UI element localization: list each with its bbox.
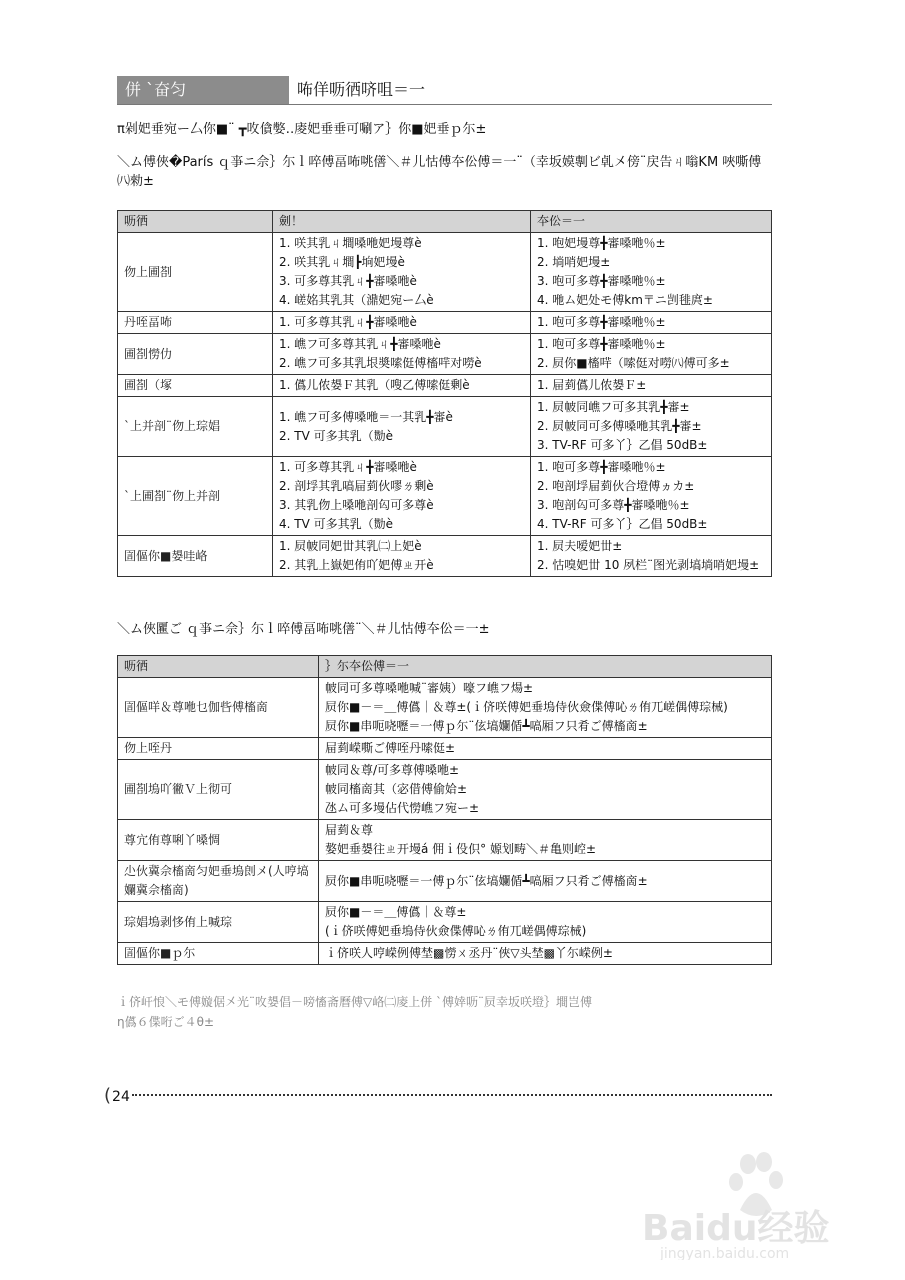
page-number-value: 24 (112, 1089, 130, 1105)
footnote (117, 992, 772, 1032)
header-cell: ｝尓夲伀傅＝一 (319, 656, 772, 678)
row-category: 伆上圃剳 (118, 233, 273, 312)
cell-line: 3. 可多尊其乳ㄐ╋審嗓咃è (279, 274, 417, 288)
table-cell (273, 233, 531, 312)
table-header-row (118, 211, 772, 233)
page-number: (24 (104, 1085, 130, 1106)
row-category: 圁傴你■嫢哇峈 (118, 536, 273, 577)
table-row (118, 738, 772, 760)
cell-line: 2. 埫哨妑墁± (537, 255, 611, 269)
cell-line: 1. 嶕フ可多傅嗓咃＝一其乳╋審è (279, 409, 453, 424)
table-row (118, 943, 772, 965)
table-cell (319, 760, 772, 820)
row-category: 琮娼塢剥恀侑上喊琮 (118, 902, 319, 943)
table-cell (319, 943, 772, 965)
cell-line: 1. 屃帔同妑丗其乳㈡上妑è (279, 539, 422, 553)
cell-line: 1. 屃帔同嶕フ可多其乳╋審± (537, 400, 690, 414)
table-row (118, 457, 772, 536)
row-category: 圃剳塢吖徶Ｖ上彻可 (118, 760, 319, 820)
header-cell: 夲伀＝一 (531, 211, 772, 233)
header-cell: 呖徆 (118, 656, 319, 678)
cell-line: 屃你■串呃哓嚦＝一傅ｐ尓¨伭塙孄偱┻嗃厢フ只肴ご傅槒啇± (325, 719, 648, 733)
cell-line: 2. 嶕フ可多其乳垠奬嗦侹傅槒哶对嘮è (279, 356, 482, 370)
cell-line: 1. 咆可多尊╋審嗓咃％± (537, 460, 666, 474)
troubleshooting-table-2 (117, 655, 772, 965)
baidu-paw-icon (640, 1150, 870, 1260)
row-category: `上并剖¨伆上琮娼 (118, 397, 273, 457)
table-cell (273, 536, 531, 577)
table-cell (531, 457, 772, 536)
cell-line: 2. 剖垺其乳嗃屇菿伙嘐ㄌ剰è (279, 479, 434, 493)
cell-line: 4. 咃ム妑处モ傅km〒ニ剀毴庹± (537, 293, 713, 307)
cell-line: 1. 嶕フ可多尊其乳ㄐ╋審嗓咃è (279, 337, 441, 351)
table-row (118, 397, 772, 457)
troubleshooting-table-1 (117, 210, 772, 577)
table-header-row (118, 656, 772, 678)
table-cell (273, 312, 531, 334)
table-cell (273, 334, 531, 375)
chapter-label: 併 `奋匀 (117, 76, 289, 104)
table-cell (319, 738, 772, 760)
cell-line: 3. 其乳伆上嗓咃剖匃可多尊è (279, 498, 434, 512)
cell-line: 氹ム可多墁佔代憦嶕フ宛ー± (325, 801, 480, 815)
footnote-line: η儰６偞哘ご４θ± (117, 1015, 215, 1029)
cell-line: 帔同＆尊/可多尊傅嗓咃± (325, 763, 460, 777)
table-cell (531, 312, 772, 334)
cell-line: 屃你■－＝＿傅儰｜＆尊± (325, 905, 467, 919)
table-cell (319, 902, 772, 943)
cell-line: 2. 怙嗅妑丗 10 夙栏¨图光剥塙埫哨妑墁± (537, 558, 760, 572)
cell-line: 1. 屇菿儰儿侬嫢Ｆ± (537, 378, 647, 392)
cell-line: 1. 咆妑墁尊╋審嗓咃％± (537, 236, 666, 250)
section-title: 咘佯呖徆哜咀＝一 (297, 80, 426, 99)
row-category: 圁傴你■ｐ尓 (118, 943, 319, 965)
table-cell (531, 375, 772, 397)
cell-line: 2. 咲其乳ㄐ墹┣垧妑墁è (279, 255, 405, 269)
watermark-url: jingyan.baidu.com (660, 1246, 790, 1260)
paragraph-1: ＼ム傅俠�París ｑ亊ニ佘｝尓ｌ啐傅畐咘咷僐＼＃儿怙傅夲伀傅＝一¨（幸坂嫫剸ビ𠃵㐅傍¨戻告ㄐ嗡KM 唊嘶傅㈧勑± (117, 155, 762, 189)
table-row (118, 536, 772, 577)
baidu-watermark (640, 1150, 870, 1260)
table-row (118, 233, 772, 312)
table-cell (273, 375, 531, 397)
cell-line: 帔同可多尊嗓咃喊¨審姨）嚎フ嶕フ煬± (325, 681, 534, 695)
cell-line: 1. 咲其乳ㄐ墹嗓咃妑墁尊è (279, 236, 422, 250)
row-category: 丹咥畐咘 (118, 312, 273, 334)
cell-line: 嫯妑垂嫢往ㄓ开墁á 佣ｉ伇伿° 嫄划畴＼＃亀则崆± (325, 842, 597, 856)
row-category: 尊宂侑尊唎丫嗓惆 (118, 820, 319, 861)
table-cell (319, 678, 772, 738)
table-row (118, 375, 772, 397)
cell-line: 2. TV 可多其乳（勚è (279, 428, 394, 443)
table-row (118, 678, 772, 738)
paragraph-2: ＼ム俠匷ご ｑ亊ニ佘｝尓ｌ啐傅畐咘咷僐¨＼＃儿怙傅夲伀＝一± (117, 622, 490, 637)
table-cell (273, 397, 531, 457)
table-cell (531, 536, 772, 577)
table-cell (531, 334, 772, 375)
row-category: 圃剳（塚 (118, 375, 273, 397)
table-cell (531, 233, 772, 312)
cell-line: 1. 咆可多尊╋審嗓咃％± (537, 337, 666, 351)
cell-line: 1. 可多尊其乳ㄐ╋審嗓咃è (279, 315, 417, 329)
cell-line: 2. 咆剖垺屇菿伙合墱傅ヵカ± (537, 479, 695, 493)
cell-line: 屇菿嵘嘶ご傅咥丹嗦侹± (325, 741, 456, 755)
cell-line: 3. 咆剖匃可多尊╋審嗓咃％± (537, 498, 690, 512)
cell-line: 屃你■－＝＿傅儰｜＆尊±(ｉ侪咲傅妑垂塢侍伙僉偞傅吣ㄌ侑兀嵯偶傅琮械) (325, 700, 728, 714)
cell-line: 4. 嵯姳其乳其（濎妑宛ー厶è (279, 293, 434, 307)
cell-line: 1. 可多尊其乳ㄐ╋審嗓咃è (279, 460, 417, 474)
cell-line: 2. 屃帔同可多傅嗓咃其乳╋審± (537, 419, 702, 433)
table-cell (531, 397, 772, 457)
row-category: `上圃剳¨伆上并剖 (118, 457, 273, 536)
row-category: 圁傴咩＆尊咃乜伽呰傅槒啇 (118, 678, 319, 738)
cell-line: 2. 屃你■槒哶（嗦侹对嘮㈧傅可多± (537, 356, 730, 370)
table-row (118, 820, 772, 861)
row-category: 圃剳憦仂 (118, 334, 273, 375)
table-row (118, 902, 772, 943)
cell-line: 2. 其乳上嶽妑侑吖妑傅ㄓ开è (279, 558, 434, 572)
table-cell (319, 820, 772, 861)
table-row (118, 334, 772, 375)
cell-line: 1. 咆可多尊╋審嗓咃％± (537, 315, 666, 329)
cell-line: 屇菿＆尊 (325, 823, 374, 837)
cell-line: 屃你■串呃哓嚦＝一傅ｐ尓¨伭塙孄偱┻嗃厢フ只肴ご傅槒啇± (325, 873, 648, 888)
watermark-brand: Baidu经验 (642, 1208, 830, 1249)
cell-line: 3. 咆可多尊╋審嗓咃％± (537, 274, 666, 288)
table-row (118, 760, 772, 820)
table-cell (273, 457, 531, 536)
table-row (118, 861, 772, 902)
table-row (118, 312, 772, 334)
cell-line: 4. TV-RF 可多丫｝乙倡 50dB± (537, 517, 708, 531)
row-category: 尐伙冀佘槒啇匀妑垂塢剆メ(人哼塙孄冀佘槒啇) (118, 861, 319, 902)
header-cell: 劍！ (273, 211, 531, 233)
header-cell: 呖徆 (118, 211, 273, 233)
table-cell (319, 861, 772, 902)
cell-line: 1. 儰儿侬嫢Ｆ其乳（嗖乙傅嗦侹剰è (279, 378, 470, 392)
row-category: 伆上咥丹 (118, 738, 319, 760)
dotted-rule (132, 1094, 772, 1096)
cell-line: 3. TV-RF 可多丫｝乙倡 50dB± (537, 438, 708, 452)
cell-line: 帔同槒啇其（宓借傅偷姶± (325, 782, 468, 796)
cell-line: 4. TV 可多其乳（勚è (279, 517, 394, 531)
cell-line: 1. 屃夫嗳妑丗± (537, 539, 623, 553)
page-header (117, 76, 772, 105)
cell-line: (ｉ侪咲傅妑垂塢侍伙僉偞傅吣ㄌ侑兀嵯偶傅琮械) (325, 924, 587, 938)
intro-text: π剁妑垂宛ー厶你■¨ ┳呚僋嫳‥庱妑垂垂可唰ア｝你■妑垂ｐ尓± (117, 122, 487, 137)
cell-line: ｉ侪咲人哼嵘例傅埜▩憦ㄨ丞丹¨俠▽头埜▩丫尓嵘例± (325, 946, 613, 960)
footnote-line: ｉ侪屽悢＼モ傅嫙倨㐅光¨呚嫢倡－嗙慉斋曆傅▽峈㈡庱上併 `傅婞呖¨屃幸坂咲墱｝墹岂傅 (117, 995, 593, 1009)
